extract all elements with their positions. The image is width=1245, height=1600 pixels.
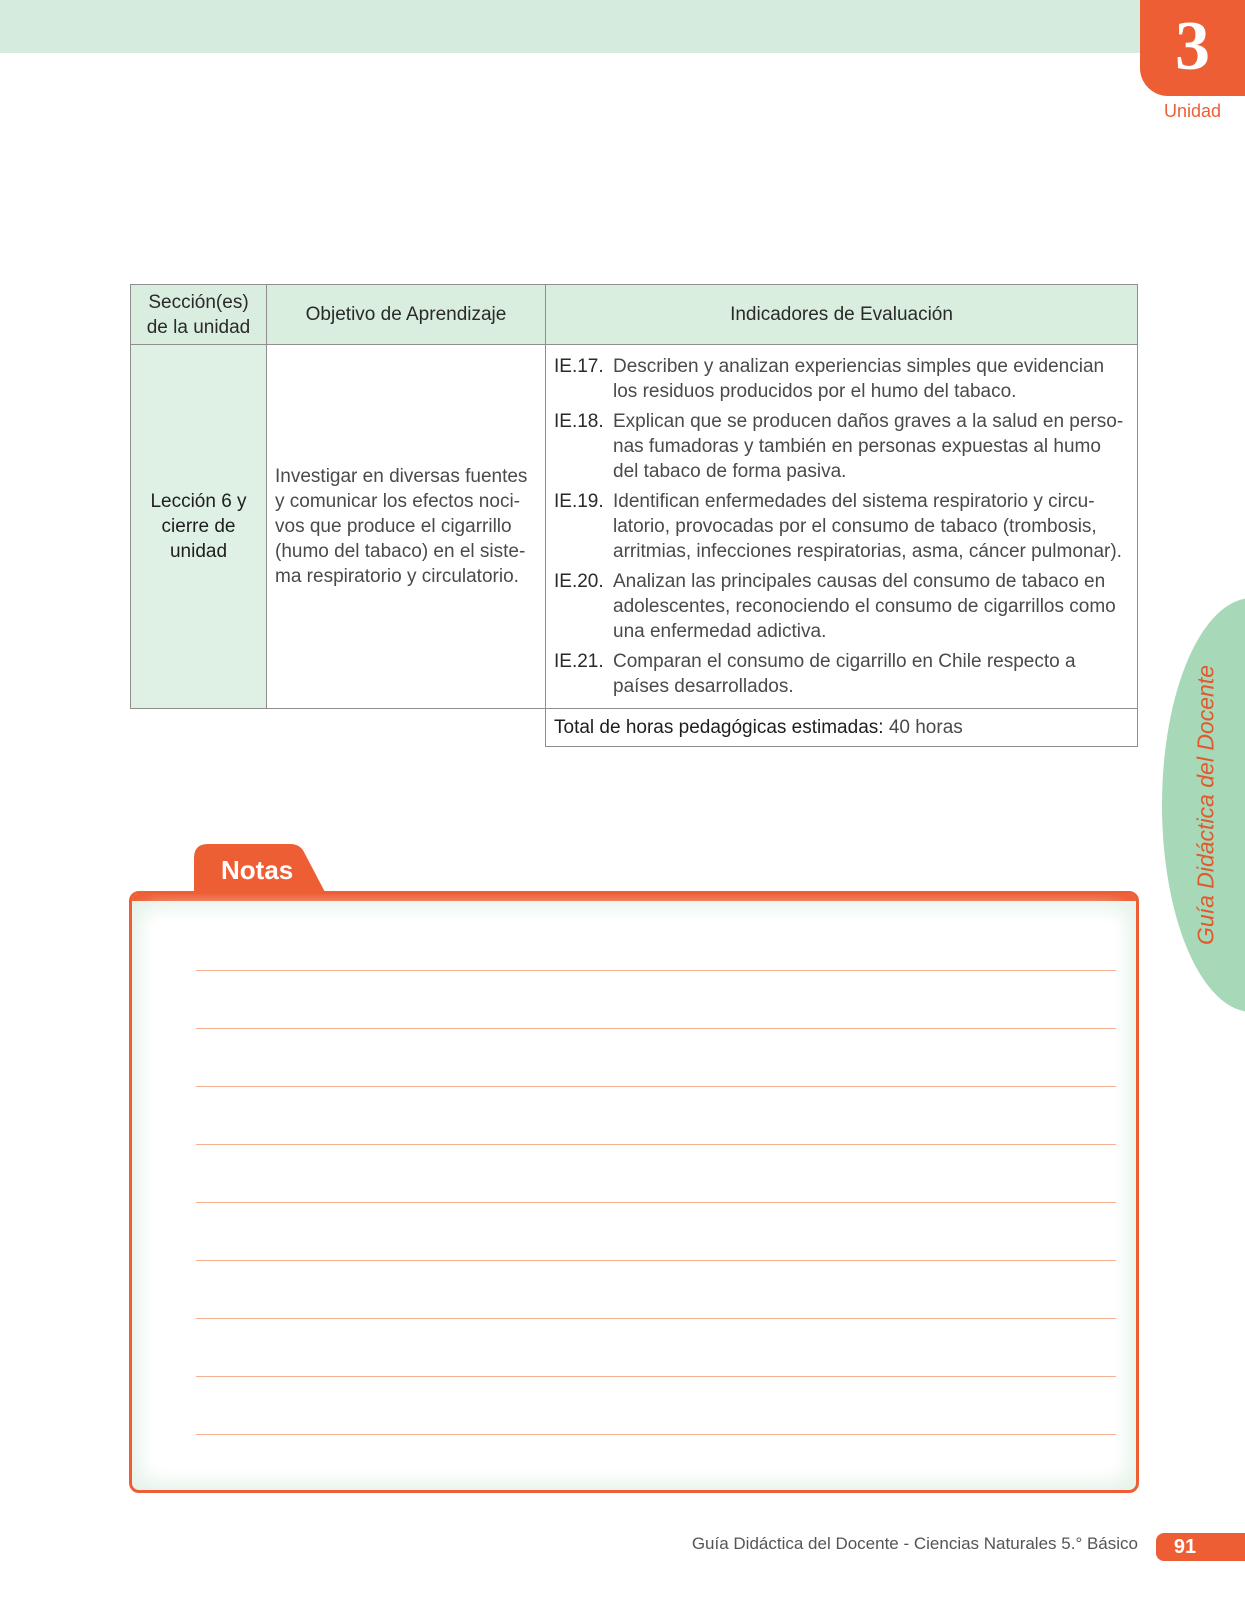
objectives-table (130, 284, 1138, 747)
note-line (196, 970, 1116, 971)
side-title-wrap (1176, 598, 1236, 1012)
side-title: Guía Didáctica del Docente (1192, 665, 1219, 945)
indicator-text: Explican que se producen daños graves a la salud en perso-nas fumadoras y también en personas expuestas al humo del tabaco de forma pasiva. (613, 411, 1124, 482)
total-hours-value: 40 horas (888, 717, 963, 738)
objective-cell: Investigar en diversas fuentes y comunicar los efectos noci-vos que produce el cigarrillo (humo del tabaco) en el siste-ma respiratorio y circulatorio. (267, 345, 546, 709)
section-cell: Lección 6 y cierre de unidad (131, 345, 267, 709)
indicator-code: IE.18. (554, 411, 604, 432)
indicators-cell (546, 345, 1138, 709)
indicator-code: IE.21. (554, 651, 604, 672)
table-row (131, 345, 1138, 709)
total-row-spacer (131, 709, 546, 747)
page-badge-extension (1214, 1533, 1245, 1561)
note-line (196, 1086, 1116, 1087)
indicator-text: Describen y analizan experiencias simples que evidencian los residuos producidos por el humo del tabaco. (613, 356, 1105, 402)
notes-title: Notas (221, 855, 294, 885)
total-hours-label: Total de horas pedagógicas estimadas: (554, 717, 884, 738)
header-indicators: Indicadores de Evaluación (546, 285, 1138, 345)
indicator-item (554, 409, 1129, 484)
note-line (196, 1202, 1116, 1203)
footer-text: Guía Didáctica del Docente - Ciencias Naturales 5.° Básico (691, 1534, 1138, 1553)
indicator-item (554, 354, 1129, 404)
note-line (196, 1376, 1116, 1377)
note-line (196, 1144, 1116, 1145)
total-hours-cell (546, 709, 1138, 747)
page-number: 91 (1156, 1533, 1214, 1561)
note-line (196, 1260, 1116, 1261)
indicator-code: IE.19. (554, 491, 604, 512)
table-header-row (131, 285, 1138, 345)
indicator-code: IE.20. (554, 571, 604, 592)
indicator-text: Comparan el consumo de cigarrillo en Chile respecto a países desarrollados. (613, 651, 1076, 697)
indicator-item (554, 489, 1129, 564)
total-row (131, 709, 1138, 747)
note-line (196, 1434, 1116, 1435)
indicator-text: Identifican enfermedades del sistema respiratorio y circu-latorio, provocadas por el consumo de tabaco (trombosis, arritmias, infecciones respiratorias, asma, cáncer pulmonar). (613, 491, 1122, 562)
notes-writing-area (154, 922, 1114, 1468)
unit-label: Unidad (1163, 101, 1222, 121)
indicator-item (554, 649, 1129, 699)
indicator-item (554, 569, 1129, 644)
note-line (196, 1028, 1116, 1029)
notes-box (129, 891, 1139, 1493)
note-line (196, 1318, 1116, 1319)
indicator-text: Analizan las principales causas del consumo de tabaco en adolescentes, reconociendo el consumo de cigarrillos como una enfermedad adictiva. (613, 571, 1116, 642)
header-objective: Objetivo de Aprendizaje (267, 285, 546, 345)
unit-number: 3 (1175, 8, 1210, 85)
top-band (0, 0, 1140, 53)
header-section: Sección(es) de la unidad (131, 285, 267, 345)
indicator-code: IE.17. (554, 356, 604, 377)
